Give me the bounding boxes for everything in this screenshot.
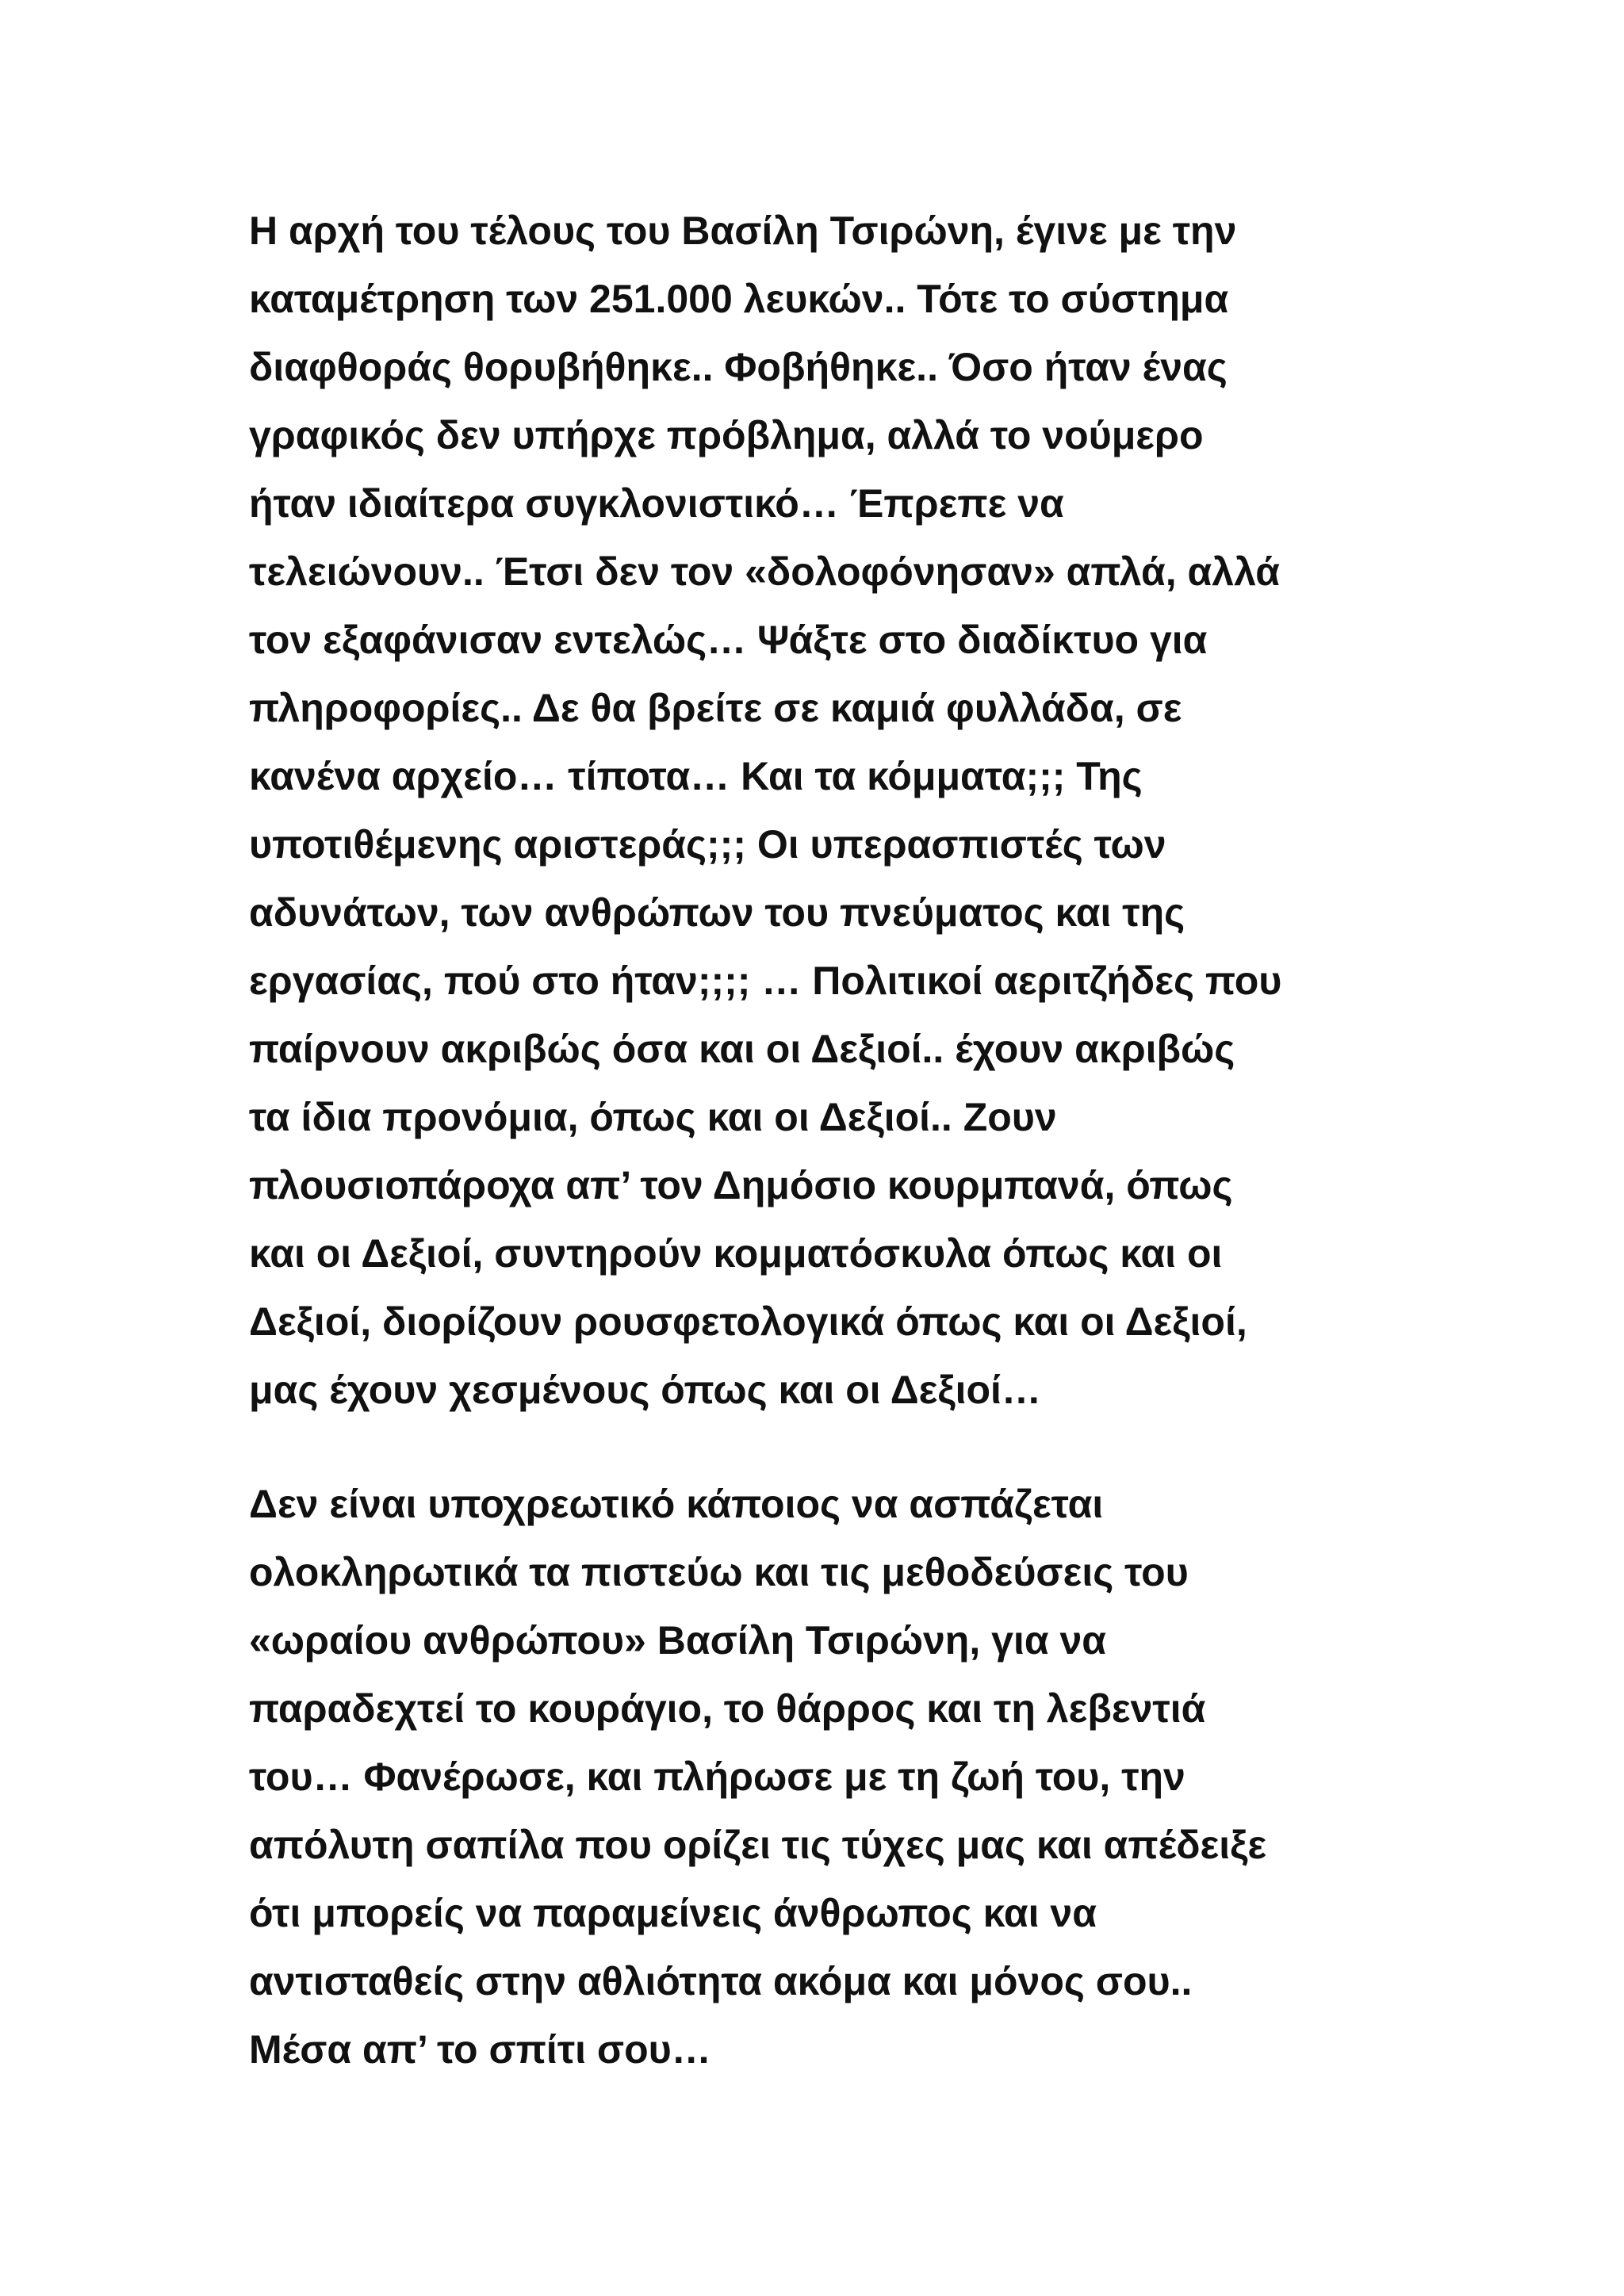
text-line: Δεξιοί, διορίζουν ρουσφετολογικά όπως και οι Δεξιοί,: [249, 1299, 1247, 1344]
text-line: και οι Δεξιοί, συντηρούν κομματόσκυλα όπως και οι: [249, 1231, 1223, 1276]
text-line: αντισταθείς στην αθλιότητα ακόμα και μόνος σου..: [249, 1959, 1193, 2003]
text-line: Μέσα απ’ το σπίτι σου…: [249, 2027, 711, 2072]
text-line: ότι μπορείς να παραμείνεις άνθρωπος και να: [249, 1891, 1097, 1935]
text-line: παραδεχτεί το κουράγιο, το θάρρος και τη λεβεντιά: [249, 1686, 1206, 1731]
text-line: απόλυτη σαπίλα που ορίζει τις τύχες μας και απέδειξε: [249, 1823, 1267, 1867]
text-line: του… Φανέρωσε, και πλήρωσε με τη ζωή του, την: [249, 1755, 1185, 1799]
text-line: καταμέτρηση των 251.000 λευκών.. Τότε το σύστημα: [249, 277, 1229, 321]
text-line: «ωραίου ανθρώπου» Βασίλη Τσιρώνη, για να: [249, 1618, 1107, 1663]
text-line: τελειώνουν.. Έτσι δεν τον «δολοφόνησαν» απλά, αλλά: [249, 549, 1280, 594]
text-line: υποτιθέμενης αριστεράς;;; Οι υπερασπιστές των: [249, 822, 1166, 867]
text-line: Η αρχή του τέλους του Βασίλη Τσιρώνη, έγινε με την: [249, 209, 1237, 253]
text-line: γραφικός δεν υπήρχε πρόβλημα, αλλά το νούμερο: [249, 413, 1204, 457]
text-line: ήταν ιδιαίτερα συγκλονιστικό… Έπρεπε να: [249, 481, 1064, 526]
text-line: μας έχουν χεσμένους όπως και οι Δεξιοί…: [249, 1368, 1041, 1412]
paragraph-1: [249, 197, 1391, 1424]
text-line: διαφθοράς θορυβήθηκε.. Φοβήθηκε.. Όσο ήταν ένας: [249, 345, 1228, 389]
paragraph-2: [249, 1470, 1391, 2084]
text-line: παίρνουν ακριβώς όσα και οι Δεξιοί.. έχουν ακριβώς: [249, 1027, 1235, 1071]
text-line: κανένα αρχείο… τίποτα… Και τα κόμματα;;; Της: [249, 754, 1143, 798]
text-line: τον εξαφάνισαν εντελώς… Ψάξτε στο διαδίκτυο για: [249, 618, 1208, 662]
text-line: αδυνάτων, των ανθρώπων του πνεύματος και της: [249, 890, 1185, 935]
text-line: ολοκληρωτικά τα πιστεύω και τις μεθοδεύσεις του: [249, 1550, 1189, 1594]
text-line: εργασίας, πού στο ήταν;;;; … Πολιτικοί αεριτζήδες που: [249, 959, 1282, 1003]
text-line: πληροφορίες.. Δε θα βρείτε σε καμιά φυλλάδα, σε: [249, 686, 1182, 730]
text-line: Δεν είναι υποχρεωτικό κάποιος να ασπάζεται: [249, 1482, 1104, 1526]
text-line: τα ίδια προνόμια, όπως και οι Δεξιοί.. Ζουν: [249, 1095, 1057, 1139]
text-line: πλουσιοπάροχα απ’ τον Δημόσιο κουρμπανά, όπως: [249, 1163, 1233, 1207]
